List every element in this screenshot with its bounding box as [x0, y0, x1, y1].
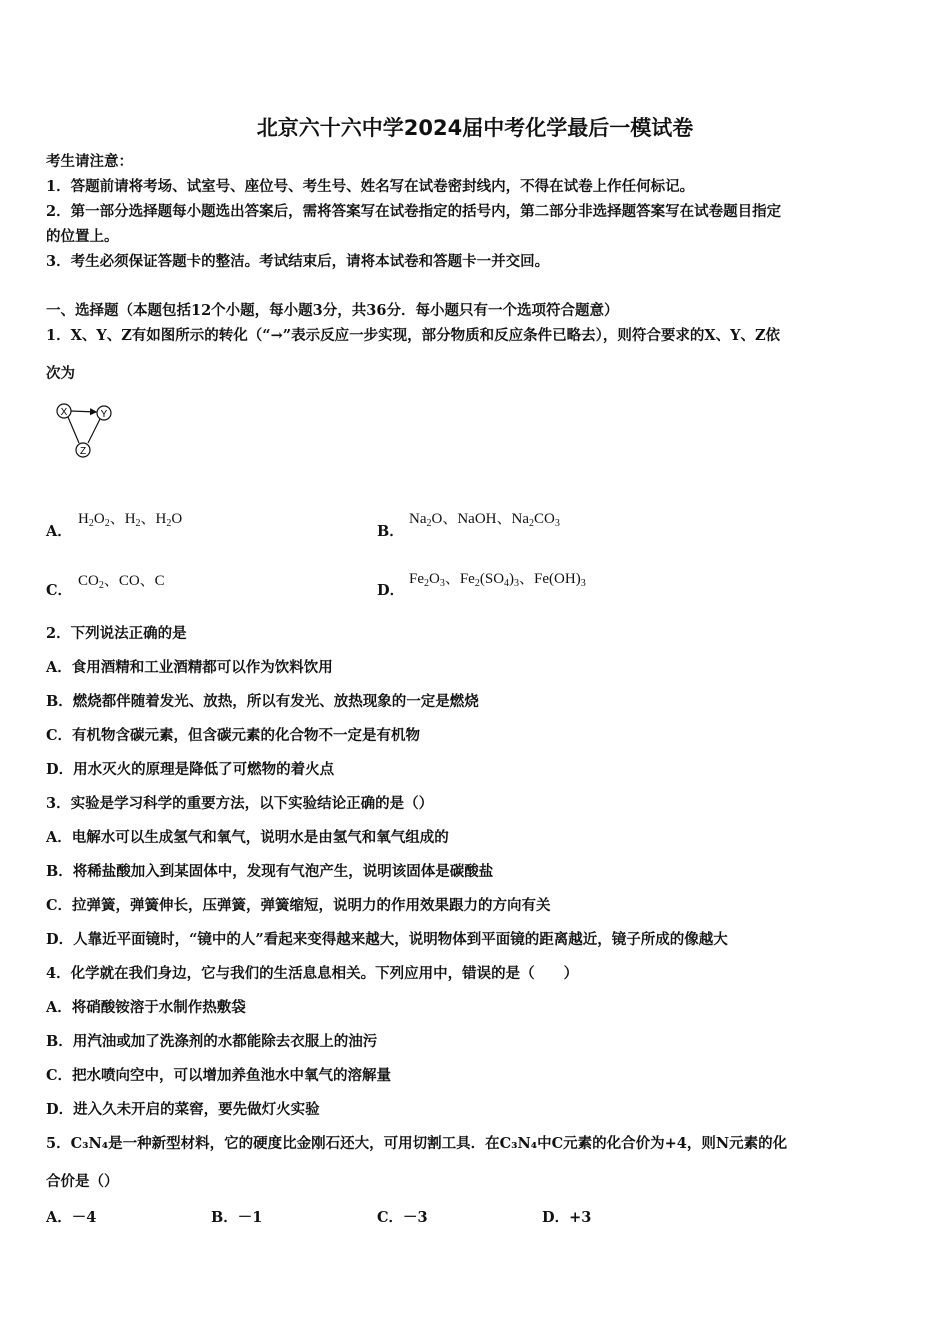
- q1-stem: 1．X、Y、Z有如图所示的转化（“→”表示反应一步实现，部分物质和反应条件已略去），则符合要求的X、Y、Z依: [46, 327, 781, 344]
- q4-option-d[interactable]: D．进入久未开启的菜窖，要先做灯火实验: [46, 1101, 320, 1118]
- node-z-label: Z: [79, 446, 87, 457]
- q3-option-b[interactable]: B．将稀盐酸加入到某固体中，发现有气泡产生，说明该固体是碳酸盐: [46, 863, 494, 880]
- q4-option-a[interactable]: A．将硝酸铵溶于水制作热敷袋: [46, 999, 246, 1016]
- edge-x-z: [68, 417, 79, 443]
- q5-option-a[interactable]: A．－4: [46, 1209, 97, 1226]
- notice-item-1: 1．答题前请将考场、试室号、座位号、考生号、姓名写在试卷密封线内，不得在试卷上作任何标记。: [46, 178, 695, 195]
- q2-option-b[interactable]: B．燃烧都伴随着发光、放热，所以有发光、放热现象的一定是燃烧: [46, 693, 479, 710]
- q1-option-a-formula: $H_2O_2$、$H_2$、$H_2O$: [78, 511, 183, 529]
- q1-option-c-label[interactable]: C．: [46, 582, 73, 599]
- xyz-transformation-diagram: [52, 400, 122, 462]
- q3-stem: 3．实验是学习科学的重要方法，以下实验结论正确的是（）: [46, 795, 434, 812]
- q5-stem: 5．C₃N₄是一种新型材料，它的硬度比金刚石还大，可用切割工具．在C₃N₄中C元素的化合价为+4，则N元素的化: [46, 1135, 788, 1152]
- q5-option-d[interactable]: D．+3: [542, 1209, 592, 1226]
- q1-stem-cont: 次为: [46, 365, 75, 382]
- q2-option-a[interactable]: A．食用酒精和工业酒精都可以作为饮料饮用: [46, 659, 333, 676]
- q3-option-c[interactable]: C．拉弹簧，弹簧伸长，压弹簧，弹簧缩短，说明力的作用效果跟力的方向有关: [46, 897, 551, 914]
- notice-item-2: 2．第一部分选择题每小题选出答案后，需将答案写在试卷指定的括号内，第二部分非选择题答案写在试卷题目指定: [46, 203, 782, 220]
- q2-option-c[interactable]: C．有机物含碳元素，但含碳元素的化合物不一定是有机物: [46, 727, 421, 744]
- q1-option-d-label[interactable]: D．: [377, 582, 405, 599]
- page-title: 北京六十六中学2024届中考化学最后一模试卷: [256, 116, 694, 140]
- node-y-label: Y: [100, 409, 108, 420]
- q4-option-c[interactable]: C．把水喷向空中，可以增加养鱼池水中氧气的溶解量: [46, 1067, 392, 1084]
- q4-option-b[interactable]: B．用汽油或加了洗涤剂的水都能除去衣服上的油污: [46, 1033, 378, 1050]
- q1-option-d-formula: $Fe_2O_3$、$Fe_2(SO_4)_3$、$Fe(OH)_3$: [409, 571, 586, 589]
- edge-y-z: [88, 419, 100, 443]
- q5-stem-cont: 合价是（）: [46, 1173, 119, 1190]
- q2-stem: 2．下列说法正确的是: [46, 625, 187, 642]
- q4-stem: 4．化学就在我们身边，它与我们的生活息息相关。下列应用中，错误的是（ ）: [46, 965, 579, 982]
- q3-option-d[interactable]: D．人靠近平面镜时，“镜中的人”看起来变得越来越大，说明物体到平面镜的距离越近，镜子所成的像越大: [46, 931, 728, 948]
- notice-item-3: 3．考生必须保证答题卡的整洁。考试结束后，请将本试卷和答题卡一并交回。: [46, 253, 550, 270]
- q1-option-b-formula: $Na_2O$、NaOH、$Na_2CO_3$: [409, 511, 560, 529]
- q5-option-c[interactable]: C．－3: [377, 1209, 428, 1226]
- arrow-x-to-y: [71, 411, 96, 412]
- q1-option-c-formula: $CO_2$、CO、C: [78, 573, 165, 591]
- q2-option-d[interactable]: D．用水灭火的原理是降低了可燃物的着火点: [46, 761, 335, 778]
- section-heading: 一、选择题（本题包括12个小题，每小题3分，共36分．每小题只有一个选项符合题意）: [46, 302, 619, 319]
- notice-heading: 考生请注意：: [46, 153, 133, 170]
- notice-item-2-cont: 的位置上。: [46, 228, 119, 245]
- q1-option-a-label[interactable]: A．: [46, 523, 72, 540]
- q5-option-b[interactable]: B．－1: [211, 1209, 263, 1226]
- q1-option-b-label[interactable]: B．: [377, 523, 404, 540]
- q3-option-a[interactable]: A．电解水可以生成氢气和氧气，说明水是由氢气和氧气组成的: [46, 829, 449, 846]
- node-x-label: X: [60, 407, 68, 418]
